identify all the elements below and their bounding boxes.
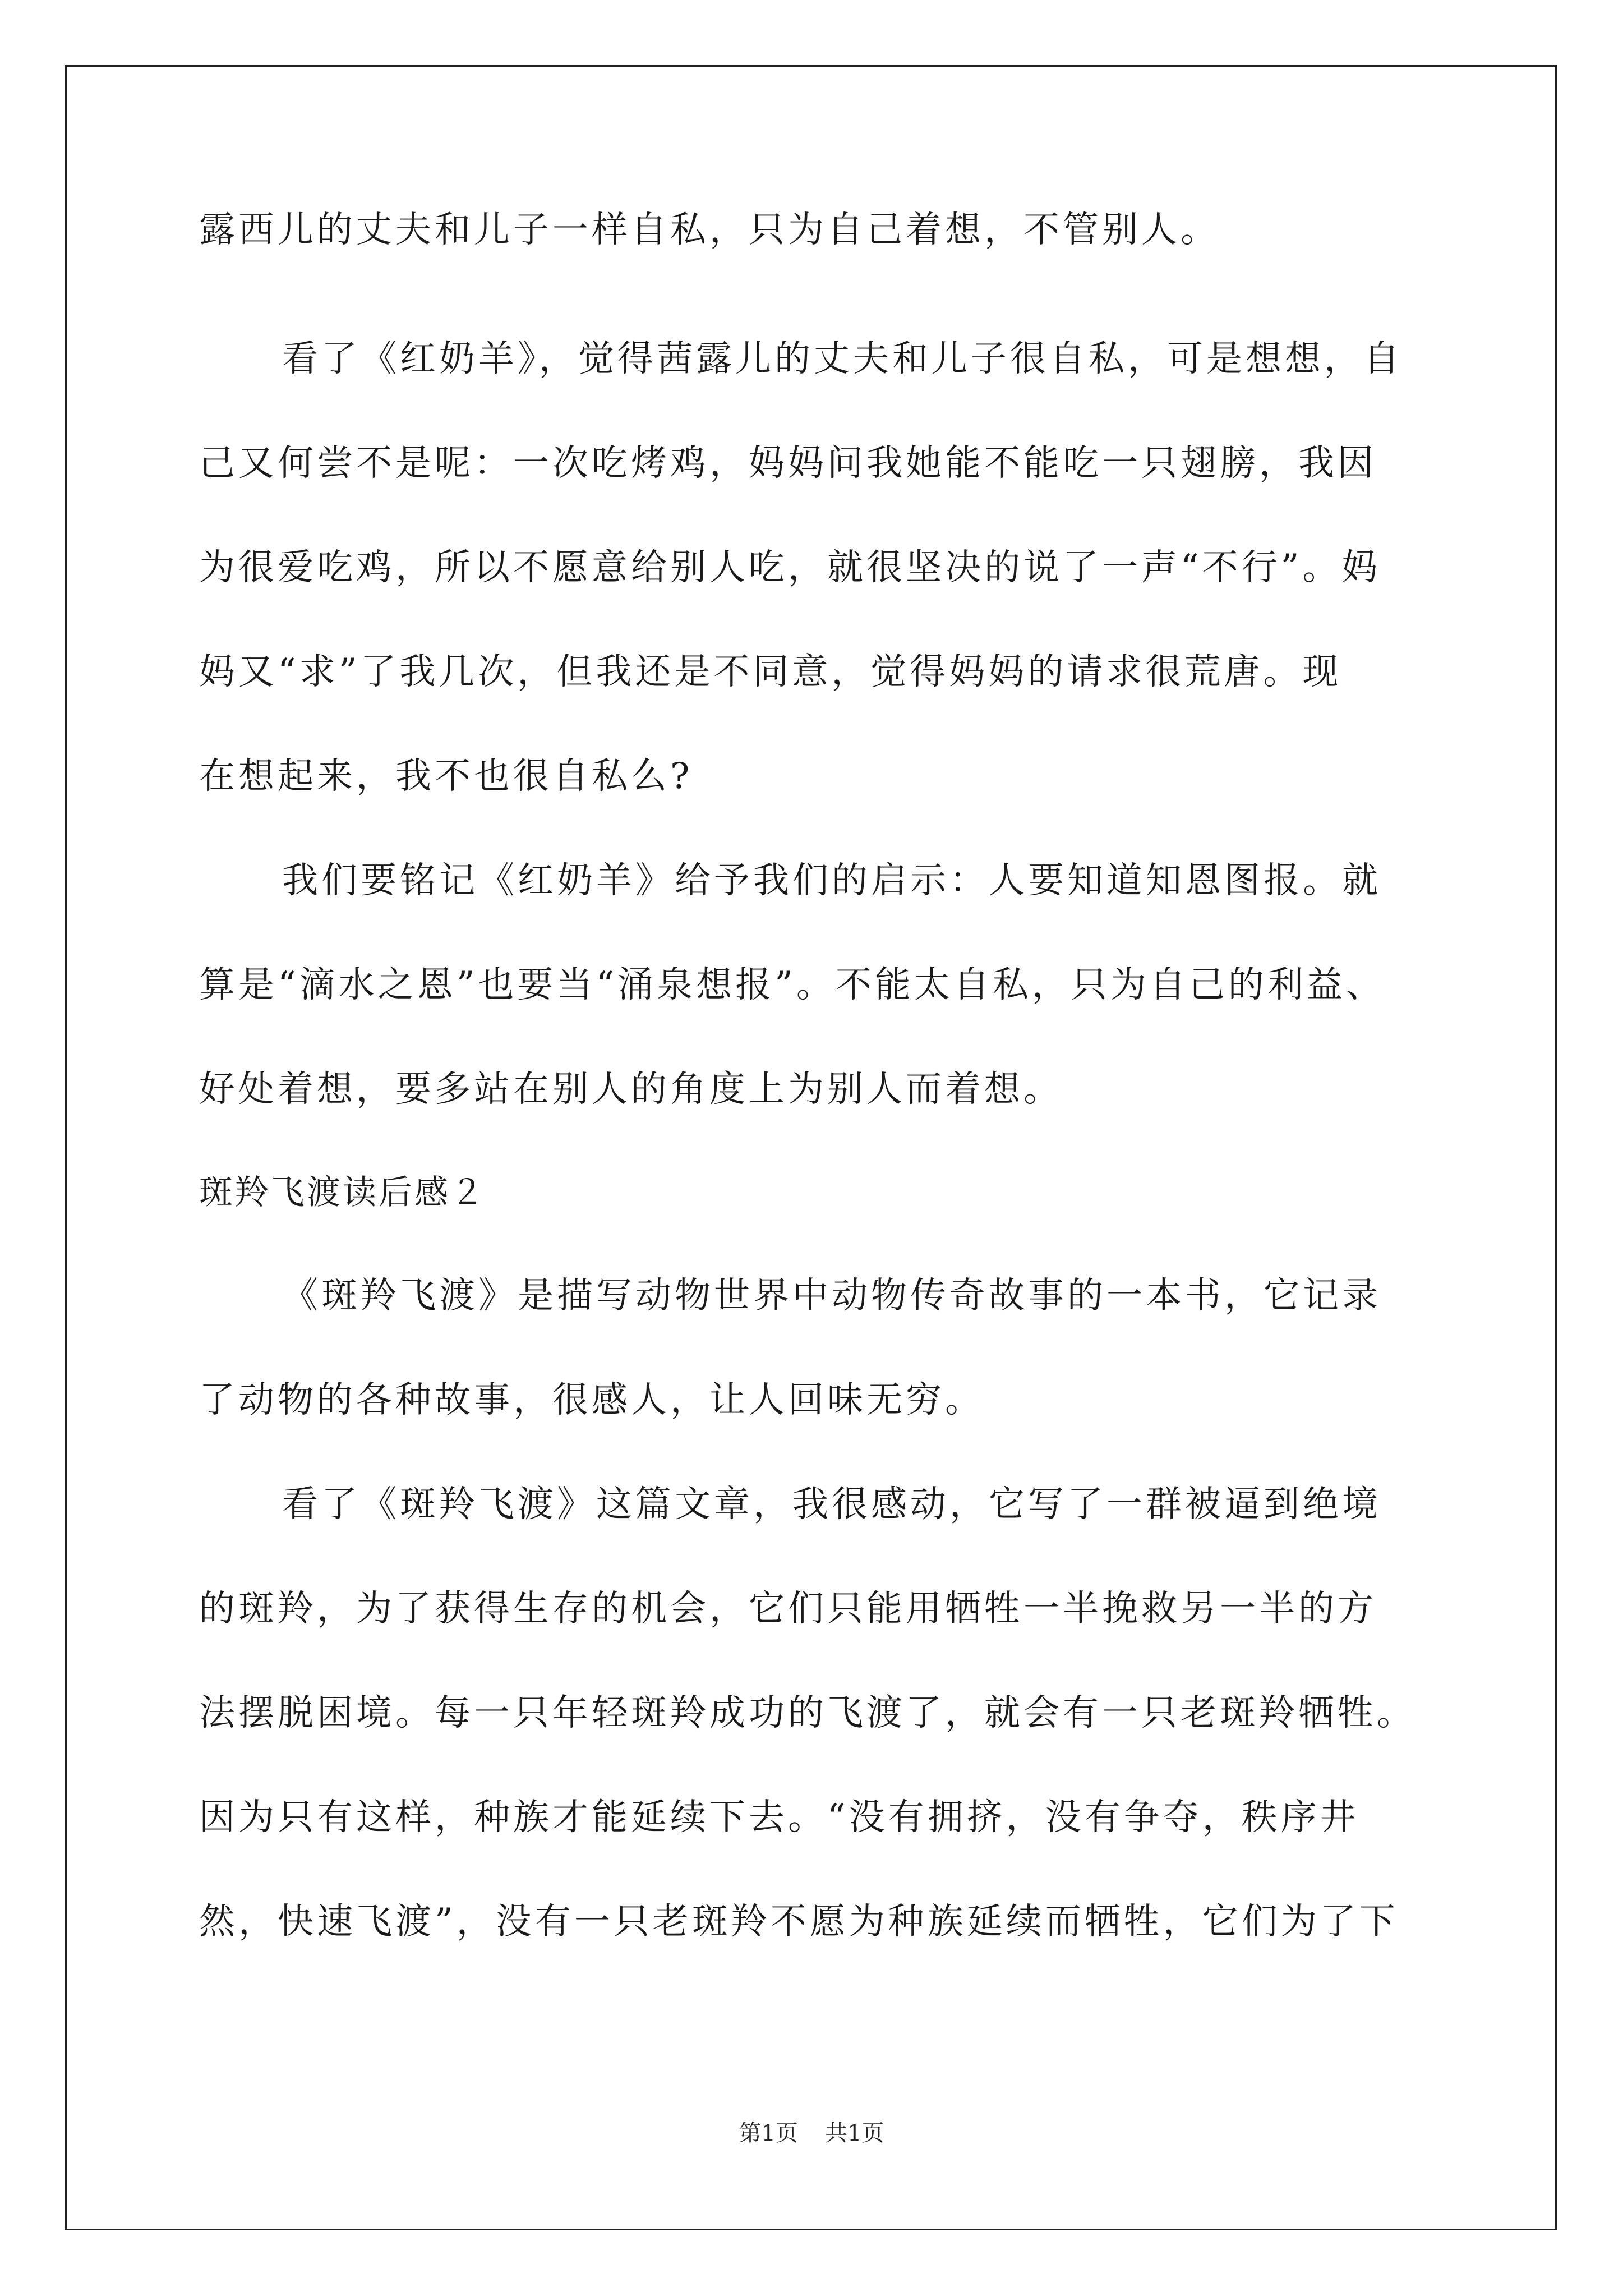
paragraph-line: 己又何尝不是呢：一次吃烤鸡，妈妈问我她能不能吃一只翅膀，我因 [199,443,1377,484]
paragraph-line: 好处着想，要多站在别人的角度上为别人而着想。 [199,1069,1063,1110]
paragraph-line: 然，快速飞渡”，没有一只老斑羚不愿为种族延续而牺牲，它们为了下 [199,1901,1399,1943]
paragraph-line: 因为只有这样，种族才能延续下去。“没有拥挤，没有争夺，秩序井 [199,1797,1359,1838]
paragraph-line: 看了《斑羚飞渡》这篇文章，我很感动，它写了一群被逼到绝境 [282,1484,1381,1525]
paragraph-line: 看了《红奶羊》，觉得茜露儿的丈夫和儿子很自私，可是想想，自 [282,338,1403,380]
page-footer [0,2119,1623,2147]
paragraph-line: 的斑羚，为了获得生存的机会，它们只能用牺牲一半挽救另一半的方 [199,1588,1377,1630]
paragraph-line: 在想起来，我不也很自私么? [199,756,693,797]
section-heading: 斑羚飞渡读后感２ [199,1173,486,1212]
paragraph-line: 妈又“求”了我几次，但我还是不同意，觉得妈妈的请求很荒唐。现 [199,651,1342,693]
paragraph-line: 《斑羚飞渡》是描写动物世界中动物传奇故事的一本书，它记录 [282,1275,1381,1317]
paragraph-line: 法摆脱困境。每一只年轻斑羚成功的飞渡了，就会有一只老斑羚牺牲。 [199,1692,1416,1734]
page-total: 共1页 [825,2120,884,2146]
paragraph-line: 为很爱吃鸡，所以不愿意给别人吃，就很坚决的说了一声“不行”。妈 [199,547,1381,588]
paragraph-line: 我们要铭记《红奶羊》给予我们的启示：人要知道知恩图报。就 [282,860,1381,901]
paragraph-line: 露西儿的丈夫和儿子一样自私，只为自己着想，不管别人。 [199,209,1220,251]
page-number: 第1页 [739,2120,798,2146]
paragraph-line: 算是“滴水之恩”也要当“涌泉想报”。不能太自私，只为自己的利益、 [199,964,1385,1006]
paragraph-line: 了动物的各种故事，很感人，让人回味无穷。 [199,1379,984,1421]
